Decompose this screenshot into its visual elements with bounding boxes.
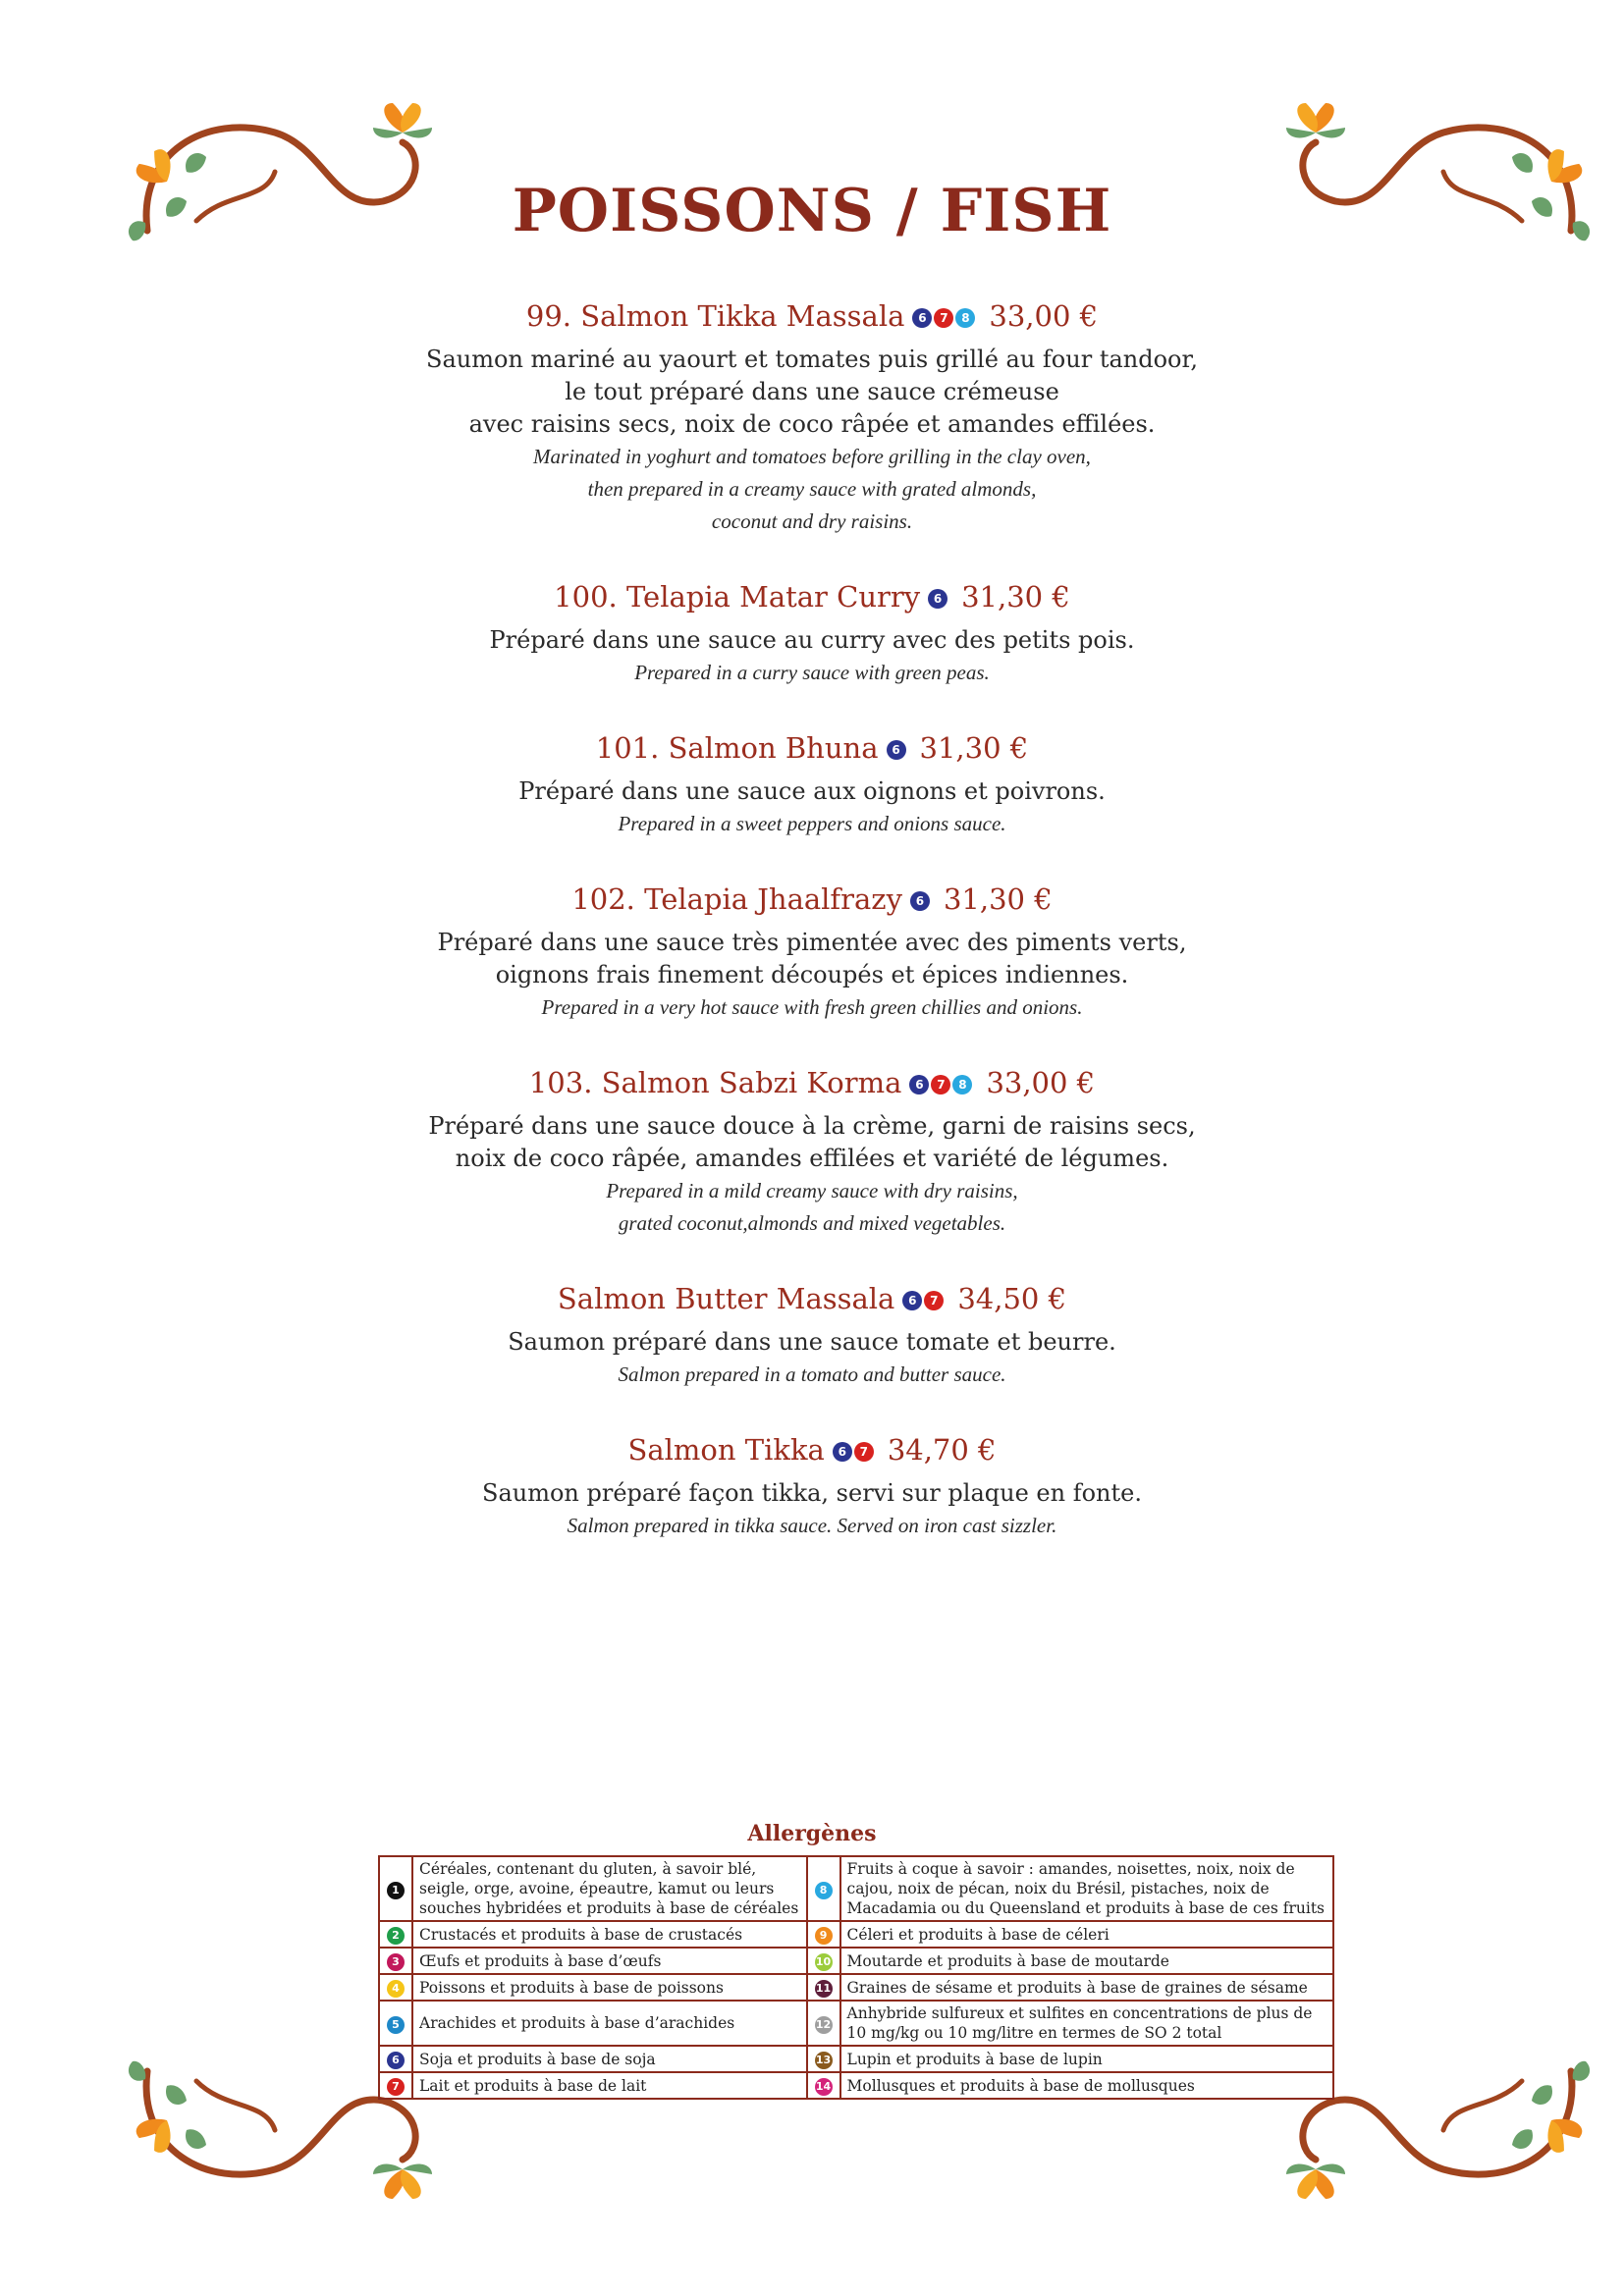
dish-description-fr: Préparé dans une sauce très pimentée avec des piments verts, (437, 929, 1187, 956)
allergen-badges (833, 1430, 876, 1469)
dish-name: Salmon Tikka (627, 1433, 825, 1467)
allergen-badge: 7 (934, 308, 953, 328)
allergen-description: Céréales, contenant du gluten, à savoir blé, seigle, orge, avoine, épeautre, kamut ou leurs souches hybridées et produits à base de céréales (412, 1856, 807, 1921)
dish-description-fr: noix de coco râpée, amandes effilées et variété de légumes. (455, 1145, 1169, 1172)
allergen-badges (887, 728, 908, 768)
allergen-number: 5 (387, 2016, 405, 2034)
allergen-badge: 8 (955, 308, 975, 328)
allergen-number: 11 (815, 1980, 833, 1998)
allergen-number: 13 (815, 2052, 833, 2069)
allergen-badge: 7 (931, 1075, 950, 1095)
allergen-number-cell (379, 2072, 412, 2099)
allergen-badge: 8 (952, 1075, 972, 1095)
allergen-number-cell (807, 1921, 840, 1948)
allergen-badges (912, 296, 977, 336)
allergen-number-cell (807, 1974, 840, 2001)
allergen-description: Mollusques et produits à base de mollusques (840, 2072, 1333, 2099)
allergen-number-cell (379, 1948, 412, 1974)
allergen-number: 2 (387, 1927, 405, 1945)
page-title: POISSONS / FISH (512, 177, 1112, 246)
allergen-number: 3 (387, 1953, 405, 1971)
dish-price: 34,50 € (957, 1282, 1067, 1315)
allergen-row (379, 2072, 1333, 2099)
dish-description-en: Prepared in a curry sauce with green peas. (634, 661, 990, 684)
dish-description-fr: le tout préparé dans une sauce crémeuse (565, 378, 1059, 405)
allergen-badges (902, 1279, 946, 1318)
dish-heading (321, 1430, 1303, 1473)
allergen-number: 10 (815, 1953, 833, 1971)
dish-description-en: then prepared in a creamy sauce with grated almonds, (587, 477, 1037, 501)
allergen-badge: 6 (928, 589, 947, 609)
allergen-number-cell (807, 2046, 840, 2072)
dish-item (321, 1430, 1303, 1542)
dish-name: Salmon Butter Massala (557, 1282, 895, 1315)
dish-heading (321, 296, 1303, 340)
allergen-badge: 6 (902, 1291, 922, 1310)
dish-heading (321, 880, 1303, 923)
dish-description-en: Marinated in yoghurt and tomatoes before grilling in the clay oven, (533, 445, 1091, 468)
dish-name: 100. Telapia Matar Curry (554, 580, 921, 614)
allergen-badge: 6 (909, 1075, 929, 1095)
dish-description-fr: oignons frais finement découpés et épices indiennes. (495, 961, 1129, 988)
allergen-description: Poissons et produits à base de poissons (412, 1974, 807, 2001)
allergen-number: 7 (387, 2078, 405, 2096)
dish-heading (321, 728, 1303, 772)
allergen-badge: 6 (833, 1442, 852, 1462)
allergen-number: 9 (815, 1927, 833, 1945)
dish-name: 103. Salmon Sabzi Korma (528, 1066, 902, 1099)
dish-description-fr: Saumon mariné au yaourt et tomates puis grillé au four tandoor, (426, 346, 1198, 373)
allergen-badges (910, 880, 932, 919)
allergen-badge: 7 (854, 1442, 874, 1462)
dish-item (321, 1279, 1303, 1391)
allergen-number: 8 (815, 1882, 833, 1899)
dish-list (321, 296, 1303, 1581)
allergen-badge: 6 (887, 740, 906, 760)
allergen-description: Soja et produits à base de soja (412, 2046, 807, 2072)
allergen-row (379, 1856, 1333, 1921)
dish-description-en: Prepared in a sweet peppers and onions sauce. (618, 812, 1006, 835)
allergen-description: Lupin et produits à base de lupin (840, 2046, 1333, 2072)
allergens-table (378, 1855, 1334, 2100)
dish-description-fr: Préparé dans une sauce au curry avec des petits pois. (489, 626, 1135, 654)
dish-item (321, 880, 1303, 1024)
dish-price: 33,00 € (989, 299, 1099, 333)
allergen-row (379, 1921, 1333, 1948)
allergens-title: Allergènes (747, 1821, 877, 1846)
allergen-number-cell (379, 1921, 412, 1948)
allergen-badge: 7 (924, 1291, 944, 1310)
dish-description-fr: avec raisins secs, noix de coco râpée et amandes effilées. (468, 410, 1156, 438)
allergen-number-cell (807, 2001, 840, 2046)
dish-description-fr: Saumon préparé façon tikka, servi sur plaque en fonte. (482, 1479, 1142, 1507)
allergen-row (379, 2046, 1333, 2072)
dish-description-en: Salmon prepared in a tomato and butter sauce. (618, 1362, 1006, 1386)
dish-item (321, 577, 1303, 689)
dish-name: 102. Telapia Jhaalfrazy (571, 882, 902, 916)
dish-item (321, 728, 1303, 840)
dish-price: 33,00 € (986, 1066, 1096, 1099)
dish-heading (321, 577, 1303, 620)
dish-price: 34,70 € (887, 1433, 997, 1467)
dish-description-fr: Préparé dans une sauce douce à la crème, garni de raisins secs, (428, 1112, 1196, 1140)
dish-item (321, 1063, 1303, 1240)
allergen-number-cell (379, 1856, 412, 1921)
allergen-number: 1 (387, 1882, 405, 1899)
dish-description-en: grated coconut,almonds and mixed vegetables. (618, 1211, 1006, 1235)
allergen-number-cell (379, 1974, 412, 2001)
dish-price: 31,30 € (943, 882, 1053, 916)
allergen-badge: 6 (910, 891, 930, 911)
allergen-row (379, 2001, 1333, 2046)
dish-description-fr: Saumon préparé dans une sauce tomate et beurre. (508, 1328, 1116, 1356)
dish-price: 31,30 € (961, 580, 1070, 614)
allergen-description: Anhybride sulfureux et sulfites en concentrations de plus de 10 mg/kg ou 10 mg/litre en termes de SO 2 total (840, 2001, 1333, 2046)
dish-description-en: Prepared in a very hot sauce with fresh green chillies and onions. (541, 995, 1083, 1019)
allergen-number-cell (807, 2072, 840, 2099)
allergen-description: Céleri et produits à base de céleri (840, 1921, 1333, 1948)
allergen-number: 6 (387, 2052, 405, 2069)
allergen-description: Fruits à coque à savoir : amandes, noisettes, noix, noix de cajou, noix de pécan, noix du Brésil, pistaches, noix de Macadamia ou du Queensland et produits à base de ces fruits (840, 1856, 1333, 1921)
allergen-number-cell (379, 2046, 412, 2072)
dish-description-en: coconut and dry raisins. (711, 509, 913, 533)
allergen-badges (928, 577, 949, 616)
allergen-number-cell (379, 2001, 412, 2046)
allergen-badges (909, 1063, 974, 1102)
dish-name: 101. Salmon Bhuna (595, 731, 879, 765)
allergen-row (379, 1948, 1333, 1974)
dish-price: 31,30 € (919, 731, 1029, 765)
allergen-number: 12 (815, 2016, 833, 2034)
dish-heading (321, 1279, 1303, 1322)
allergen-description: Œufs et produits à base d’œufs (412, 1948, 807, 1974)
allergen-badge: 6 (912, 308, 932, 328)
dish-heading (321, 1063, 1303, 1106)
allergen-number-cell (807, 1856, 840, 1921)
dish-name: 99. Salmon Tikka Massala (525, 299, 905, 333)
allergen-description: Lait et produits à base de lait (412, 2072, 807, 2099)
dish-description-fr: Préparé dans une sauce aux oignons et poivrons. (518, 777, 1106, 805)
allergen-number: 4 (387, 1980, 405, 1998)
allergen-description: Graines de sésame et produits à base de graines de sésame (840, 1974, 1333, 2001)
allergen-number: 14 (815, 2078, 833, 2096)
dish-description-en: Salmon prepared in tikka sauce. Served on iron cast sizzler. (567, 1514, 1057, 1537)
dish-description-en: Prepared in a mild creamy sauce with dry raisins, (606, 1179, 1018, 1202)
allergen-description: Moutarde et produits à base de moutarde (840, 1948, 1333, 1974)
allergen-number-cell (807, 1948, 840, 1974)
allergen-row (379, 1974, 1333, 2001)
allergen-description: Arachides et produits à base d’arachides (412, 2001, 807, 2046)
allergen-description: Crustacés et produits à base de crustacés (412, 1921, 807, 1948)
dish-item (321, 296, 1303, 538)
